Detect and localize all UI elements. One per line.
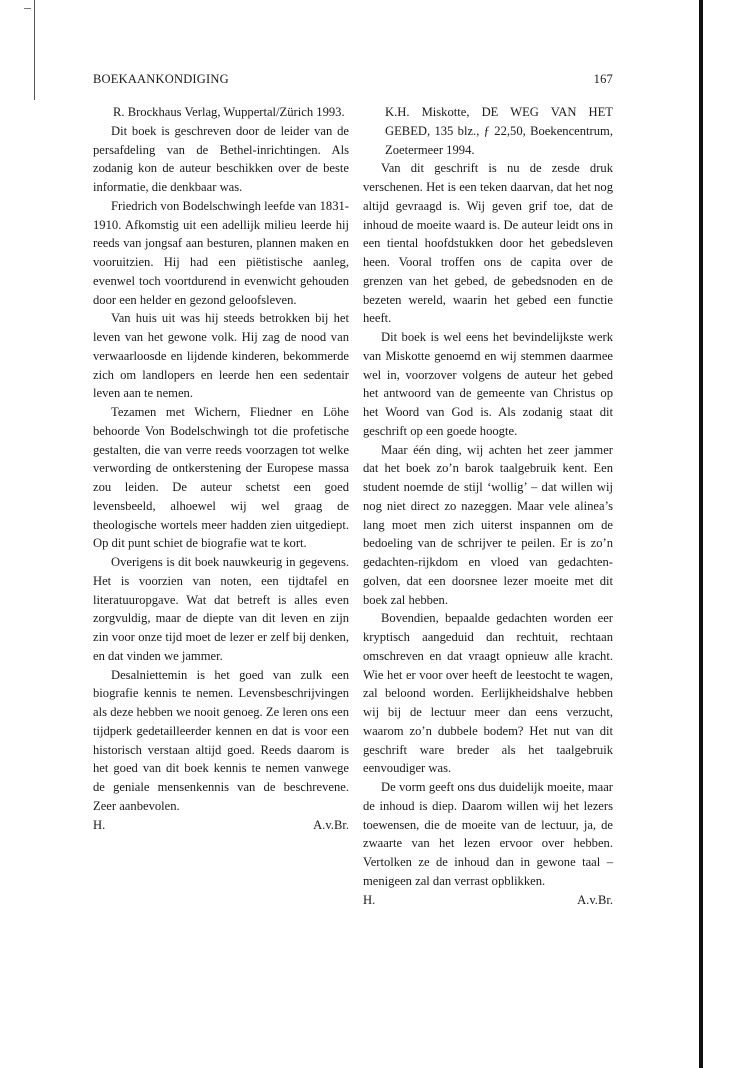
- paragraph: Bovendien, bepaalde gedachten worden eer kryptisch aangeduid dan rechtuit, rechtaan omschreven en dat vraagt opnieuw alle kracht. Wie het er voor over heeft de leestocht te wagen, zal beloond worden. Eerlijkheidshalve hebben wij bij de lectuur meer dan eens verzucht, waarom zo’n dubbele bodem? Het nut van dit geschrift ware breder als het taalgebruik eenvoudiger was.: [363, 611, 613, 776]
- paragraph: De vorm geeft ons dus duidelijk moeite, maar de inhoud is diep. Daarom willen wij het lezers toewensen, die de moeite van de lectuur, ja, de zwaarte van het lezen ervoor over hebben. Vertolken ze de inhoud dan in gewone taal – menigeen zal dan verrast opblikken.: [363, 780, 613, 888]
- bibliography-entry: K.H. Miskotte, DE WEG VAN HET GEBED, 135 blz., ƒ 22,50, Boekencentrum, Zoetermeer 1994.: [385, 105, 613, 157]
- paragraph: Maar één ding, wij achten het zeer jammer dat het boek zo’n barok taalgebruik kent. Een student noemde de stijl ‘wollig’ – dat willen wij nog niet direct zo nazeggen. Maar vele alinea’s lang moet men zich uiterst inspannen om de bedoeling van de schrijver te peilen. Er is zo’n gedachten-rijkdom en vloed van gedachten-golven, dat een doorsnee lezer moeite met dit boek zal hebben.: [363, 442, 613, 607]
- paragraph: Desalniettemin is het goed van zulk een biografie kennis te nemen. Levensbeschrijvingen als deze hebben we nooit genoeg. Ze leren ons een tijdperk gedetailleerder kennen en dat is voor een historisch verstaan altijd goed. Reeds daarom is het goed van dit boek kennis te nemen vanwege de geniale mensenkennis van de beschrevene. Zeer aanbevolen.: [93, 667, 349, 813]
- left-column: [93, 103, 349, 834]
- paragraph: Friedrich von Bodelschwingh leefde van 1831-1910. Afkomstig uit een adellijk milieu leerde hij reeds van jongsaf aan besturen, plannen maken en vooruitzien. Hij had een piëtistische aanleg, evenwel toch voortdurend in evenwicht gehouden door een helder en gezond geloofsleven.: [93, 198, 349, 307]
- paragraph: Van dit geschrift is nu de zesde druk verschenen. Het is een teken daarvan, dat het nog altijd gevraagd is. Wij geven grif toe, dat de inhoud de moeite waard is. De auteur leidt ons in een tiental hoofdstukken door het gebedsleven heen. Vooral troffen ons de capita over de grenzen van het gebed, de gebedsnoden en de bezeten wereld, waarin het gebed een functie heeft.: [363, 161, 613, 326]
- reviewer-name: A.v.Br.: [313, 817, 349, 832]
- scan-edge-left: [34, 0, 35, 100]
- paragraph: Van huis uit was hij steeds betrokken bij het leven van het gewone volk. Hij zag de nood van verwaarloosde en lijdende kinderen, bekommerde zich om landlopers en leerde hen een sedentair leven aan te nemen.: [93, 311, 349, 401]
- scan-edge-right: [699, 0, 703, 1068]
- page-number: 167: [593, 72, 613, 86]
- scan-mark: [24, 8, 31, 9]
- review-signoff: [93, 816, 349, 835]
- review-signoff: [363, 891, 613, 910]
- paragraph: Overigens is dit boek nauwkeurig in gegevens. Het is voorzien van noten, een tijdtafel en literatuuropgave. Wat dat betreft is alles even zorgvuldig, maar de diepte van dit leven en zijn zin voor onze tijd moet de lezer er zelf bij denken, en dat vinden we jammer.: [93, 555, 349, 663]
- paragraph: Tezamen met Wichern, Fliedner en Löhe behoorde Von Bodelschwingh tot die profetische gestalten, die van verre reeds voorzagen tot welke verwording de ontkerstening der Europese massa zou leiden. De auteur schetst een goed levensbeeld, alhoewel wij wel graag de theologische wortels meer hadden zien uitgediept. Op dit punt schiet de biografie wat te kort.: [93, 405, 349, 551]
- section-title: BOEKAANKONDIGING: [93, 72, 229, 86]
- paragraph: Dit boek is wel eens het bevindelijkste werk van Miskotte genoemd en wij stemmen daarmee wel in, voorzover volgens de auteur het gebed het antwoord van de gemeente van Christus op het Woord van God is. Als zodanig staat dit geschrift op een goede hoogte.: [363, 330, 613, 438]
- reviewer-initial: H.: [363, 892, 376, 907]
- bibliography-entry: R. Brockhaus Verlag, Wuppertal/Zürich 1993.: [113, 105, 345, 119]
- reviewer-name: A.v.Br.: [577, 892, 613, 907]
- paragraph: Dit boek is geschreven door de leider van de persafdeling van de Bethel-inrichtingen. Als zodanig kon de auteur beschikken over de beste informatie, die denkbaar was.: [93, 123, 349, 194]
- reviewer-initial: H.: [93, 817, 106, 832]
- right-column: [363, 103, 613, 909]
